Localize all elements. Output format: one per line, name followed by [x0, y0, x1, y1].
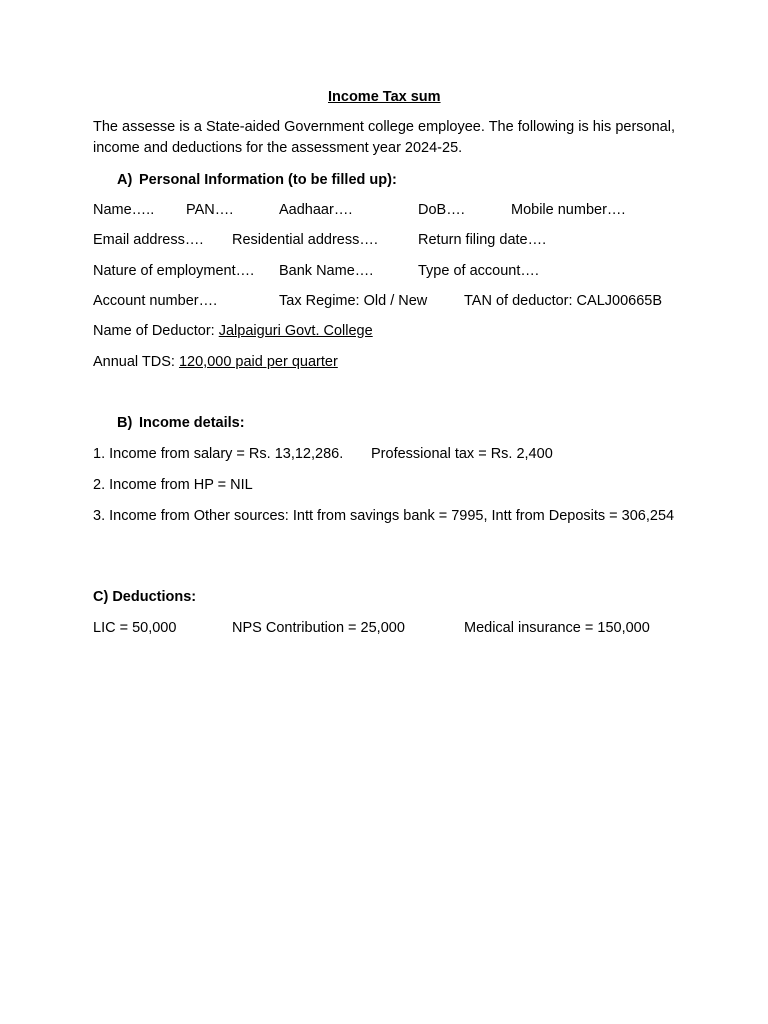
- income-other-sources: 3. Income from Other sources: Intt from savings bank = 7995, Intt from Deposits = 306,254: [93, 508, 675, 524]
- field-dob: DoB….: [418, 202, 465, 218]
- field-return-filing-date: Return filing date….: [418, 232, 547, 248]
- income-hp: 2. Income from HP = NIL: [93, 477, 253, 493]
- field-email: Email address….: [93, 232, 204, 248]
- tds-line: [93, 353, 338, 371]
- tds-value: 120,000 paid per quarter: [178, 354, 338, 370]
- section-c-heading: C) Deductions:: [93, 589, 197, 605]
- field-tax-regime: Tax Regime: Old / New: [279, 293, 428, 309]
- deduction-nps: NPS Contribution = 25,000: [232, 620, 405, 636]
- intro-paragraph: The assesse is a State-aided Government college employee. The following is his personal, income and deductions for the assessment year 2024-25.: [93, 119, 675, 156]
- deductor-line: [93, 322, 373, 340]
- field-aadhaar: Aadhaar….: [279, 202, 353, 218]
- section-a-marker: A): [117, 172, 133, 188]
- section-a-heading: Personal Information (to be filled up):: [139, 172, 397, 188]
- field-nature-of-employment: Nature of employment….: [93, 263, 255, 279]
- deduction-lic: LIC = 50,000: [93, 620, 177, 636]
- tds-label: Annual TDS:: [93, 354, 175, 370]
- deductor-label: Name of Deductor:: [93, 323, 215, 339]
- field-name: Name…..: [93, 202, 155, 218]
- field-type-of-account: Type of account….: [418, 263, 539, 279]
- field-pan: PAN….: [186, 202, 234, 218]
- field-account-number: Account number….: [93, 293, 218, 309]
- field-mobile: Mobile number….: [511, 202, 626, 218]
- field-residential-address: Residential address….: [232, 232, 378, 248]
- section-b-heading: Income details:: [139, 415, 245, 431]
- deductor-value: Jalpaiguri Govt. College: [218, 323, 373, 339]
- document-title: Income Tax sum: [328, 89, 441, 105]
- deduction-medical-insurance: Medical insurance = 150,000: [464, 620, 650, 636]
- field-tan-of-deductor: TAN of deductor: CALJ00665B: [464, 293, 663, 309]
- field-bank-name: Bank Name….: [279, 263, 374, 279]
- section-b-marker: B): [117, 415, 133, 431]
- professional-tax: Professional tax = Rs. 2,400: [371, 446, 553, 462]
- income-salary: 1. Income from salary = Rs. 13,12,286.: [93, 446, 344, 462]
